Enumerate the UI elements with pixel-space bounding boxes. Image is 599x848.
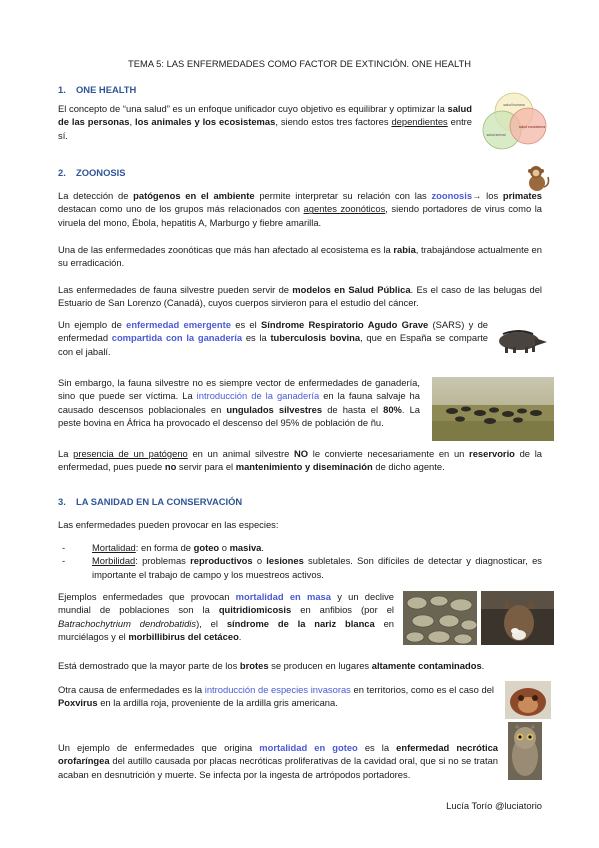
text-run: . xyxy=(481,660,485,671)
text-run: permite interpretar su relación con las xyxy=(254,190,432,201)
text-run: , trabajándose actualmente en su erradicación. xyxy=(58,244,542,269)
text-bold: reservorio xyxy=(469,448,515,459)
text-run: en la fauna salvaje ha causado descensos poblacionales en xyxy=(58,390,420,415)
section-2-heading xyxy=(58,166,125,179)
venn-label: salud humana xyxy=(503,103,525,107)
text-run: subletales. Son difíciles de detectar y diagnosticar, es importante el trabajo de campo y los muestreos activos. xyxy=(92,555,542,580)
text-bold: lesiones xyxy=(266,555,304,567)
text-bold: masiva xyxy=(229,542,262,553)
section-title: ZOONOSIS xyxy=(76,167,126,178)
zoonosis-paragraph-4 xyxy=(58,318,488,358)
text-bold: primates xyxy=(502,190,542,201)
red-squirrel-photo xyxy=(505,681,551,719)
text-bold: morbillibirus del cetáceo xyxy=(128,631,239,643)
text-underline: agentes zoonóticos xyxy=(303,203,386,215)
text-run: y un declive mundial de poblaciones son la xyxy=(58,591,394,616)
text-highlight: enfermedad emergente xyxy=(126,319,231,330)
text-run: en murciélagos y el xyxy=(58,617,395,643)
text-run: en anfibios (por el xyxy=(291,604,395,616)
outbreaks-paragraph xyxy=(58,659,542,672)
text-run: en territorios, como es el caso del xyxy=(350,684,494,695)
text-underline: Mortalidad xyxy=(92,542,136,553)
text-run: en la ardilla roja, proveniente de la ardilla gris americana. xyxy=(97,697,338,709)
text-bold: modelos en Salud Pública xyxy=(292,284,411,295)
text-run: . Es el caso de las belugas del Estuario de San Lorenzo (Canadá), cuyos cuerpos sirvieron para el estudio del cáncer. xyxy=(58,284,543,309)
text-bold: los animales y los ecosistemas xyxy=(134,116,276,128)
text-bold: ungulados silvestres xyxy=(226,403,323,415)
invasive-species-paragraph xyxy=(58,683,494,710)
text-run: El concepto de “una salud” es un enfoque unificador cuyo objetivo es equilibrar y optimizar la xyxy=(58,103,448,114)
text-run: se producen en lugares xyxy=(268,660,372,671)
text-run: Otra causa de enfermedades es la xyxy=(58,684,205,695)
text-run: es la xyxy=(357,742,397,753)
text-run: de hasta el xyxy=(322,403,384,415)
text-bold: brotes xyxy=(239,660,269,671)
list-item xyxy=(62,541,542,554)
text-highlight: introducción de la ganadería xyxy=(196,390,320,402)
text-run: es el xyxy=(230,319,262,330)
text-run: Las enfermedades de fauna silvestre pueden servir de xyxy=(58,284,293,295)
text-bold: mantenimiento y diseminación xyxy=(235,461,373,473)
text-highlight: introducción de especies invasoras xyxy=(204,684,351,695)
zoonosis-paragraph-3 xyxy=(58,283,542,310)
drip-mortality-paragraph xyxy=(58,741,498,781)
text-bold: patógenos en el ambiente xyxy=(133,190,255,201)
text-run: La xyxy=(58,448,74,459)
document-title: TEMA 5: LAS ENFERMEDADES COMO FACTOR DE EXTINCIÓN. ONE HEALTH xyxy=(128,58,471,69)
text-bold: no xyxy=(164,461,177,473)
zoonosis-paragraph-6 xyxy=(58,447,542,474)
list-bullet: - xyxy=(62,542,66,553)
effects-list xyxy=(62,541,542,581)
text-underline: Morbilidad xyxy=(92,555,136,567)
text-bold: altamente contaminados xyxy=(371,660,482,671)
text-highlight: mortalidad en masa xyxy=(235,591,331,602)
text-highlight: compartida con la ganadería xyxy=(111,332,243,344)
zoonosis-paragraph-2 xyxy=(58,243,542,270)
list-item xyxy=(62,554,542,581)
text-italic: Batrachochytrium dendrobatidis xyxy=(58,617,197,629)
text-run: . La peste bovina en África ha provocado el descenso del 95% de población de ñu. xyxy=(58,403,421,429)
venn-label: salud animal xyxy=(486,133,506,137)
mass-mortality-paragraph xyxy=(58,590,394,643)
zoonosis-paragraph-1 xyxy=(58,189,542,229)
text-underline: presencia de un patógeno xyxy=(73,448,188,459)
text-run: : problemas xyxy=(135,555,191,567)
text-run: . xyxy=(261,542,264,553)
text-run: Un ejemplo de enfermedades que origina xyxy=(58,742,260,753)
text-run: o xyxy=(252,555,267,567)
text-bold: salud de las personas xyxy=(58,103,472,128)
bat-photo xyxy=(481,591,554,645)
text-run: de dicho agente. xyxy=(372,461,445,473)
text-run: en un animal silvestre xyxy=(187,448,295,459)
text-bold: Síndrome Respiratorio Agudo Grave xyxy=(261,319,429,330)
text-bold: rabia xyxy=(393,244,416,255)
section-title: ONE HEALTH xyxy=(76,84,137,95)
text-highlight: zoonosis xyxy=(431,190,473,201)
text-run: es la xyxy=(242,332,271,344)
wild-boar-icon xyxy=(493,328,549,354)
text-run: , siendo portadores de virus como la viruela del mono, Ébola, hepatitis A, Marburgo y fiebre amarilla. xyxy=(58,203,543,228)
section-3-intro: Las enfermedades pueden provocar en las especies: xyxy=(58,519,279,530)
text-run: le convierte necesariamente en un xyxy=(308,448,470,459)
text-run: → los xyxy=(472,190,503,201)
text-run: La detección de xyxy=(58,190,134,201)
text-run: Un ejemplo de xyxy=(58,319,127,330)
text-run: , que en España se comparte con el jabalí. xyxy=(58,332,489,357)
section-number: 2. xyxy=(58,167,66,178)
author-footer: Lucía Torío @luciatorio xyxy=(446,800,542,811)
scops-owl-photo xyxy=(508,722,542,780)
wildebeest-photo xyxy=(432,377,554,441)
dead-frogs-photo xyxy=(403,591,477,645)
text-underline: dependientes xyxy=(391,116,448,128)
text-bold: síndrome de la nariz blanca xyxy=(226,617,375,629)
text-bold: NO xyxy=(294,448,309,459)
section-number: 3. xyxy=(58,496,66,507)
text-highlight: mortalidad en goteo xyxy=(259,742,358,753)
zoonosis-paragraph-5 xyxy=(58,376,420,429)
text-run: servir para el xyxy=(176,461,236,473)
text-run: , siendo estos tres factores xyxy=(275,116,392,128)
text-run: . xyxy=(238,631,242,643)
section-1-heading xyxy=(58,83,136,96)
text-run: entre sí. xyxy=(58,116,473,141)
text-bold: enfermedad necrótica orofaríngea xyxy=(58,742,499,767)
text-bold: tuberculosis bovina xyxy=(270,332,361,344)
one-health-venn-diagram xyxy=(476,88,552,154)
text-bold: reproductivos xyxy=(190,555,253,567)
text-run: o xyxy=(219,542,230,553)
text-run: Sin embargo, la fauna silvestre no es siempre vector de enfermedades de ganadería, sino que puede ser víctima. La xyxy=(58,377,420,402)
list-bullet: - xyxy=(62,555,66,567)
section-title: LA SANIDAD EN LA CONSERVACIÓN xyxy=(76,496,243,507)
text-run: del autillo causada por placas necróticas proliferativas de la cavidad oral, que si no se tratan acaban en desnutrición y muerte. Se infecta por la ingesta de artrópodos portadores. xyxy=(58,755,498,780)
venn-label: salud ecosistema xyxy=(518,125,546,129)
text-run: Una de las enfermedades zoonóticas que más han afectado al ecosistema es la xyxy=(58,244,394,255)
section-3-heading xyxy=(58,495,242,508)
text-run: destacan como uno de los grupos más relacionados con xyxy=(58,203,304,215)
text-run: Está demostrado que la mayor parte de los xyxy=(58,660,240,671)
one-health-paragraph xyxy=(58,102,472,142)
text-run: : en forma de xyxy=(135,542,194,553)
text-bold: 80% xyxy=(383,403,402,415)
text-bold: goteo xyxy=(193,542,220,553)
text-run: ), el xyxy=(196,617,227,629)
text-run: de la enfermedad, pues puede xyxy=(58,448,542,473)
section-number: 1. xyxy=(58,84,66,95)
text-run: Ejemplos enfermedades que provocan xyxy=(58,591,236,602)
text-run: (SARS) y de enfermedad xyxy=(58,319,488,344)
text-run: , xyxy=(129,116,135,128)
text-bold: Poxvirus xyxy=(58,697,98,709)
text-bold: quitridiomicosis xyxy=(218,604,292,616)
